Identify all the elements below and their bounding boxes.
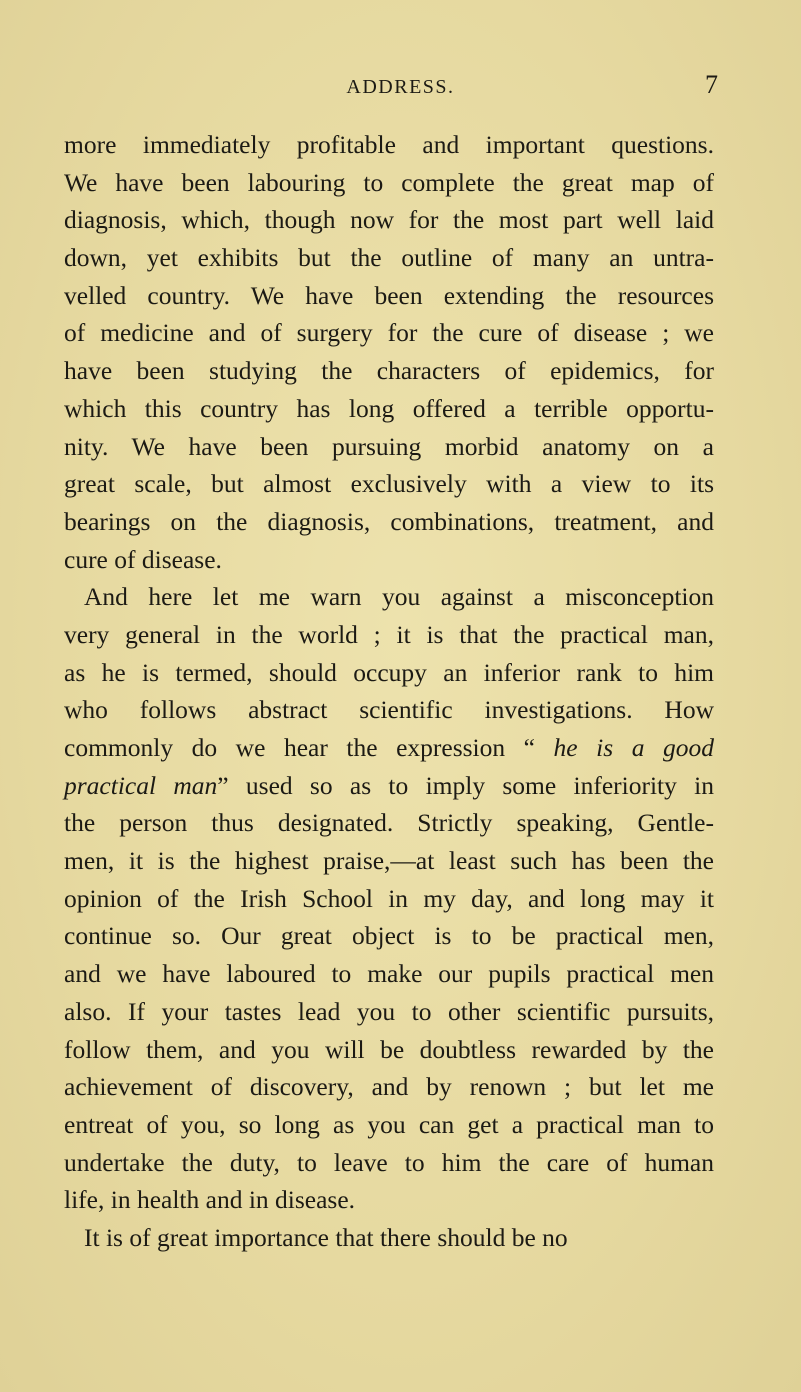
text-line: life, in health and in disease. [64, 1185, 356, 1215]
paragraph-start-line: It is of great importance that there should be no [84, 1222, 568, 1252]
text-line: bearings on the diagnosis, combinations, treatment, and [64, 506, 714, 536]
text-line: men, it is the highest praise,—at least such has been the [64, 846, 714, 876]
text-line: and we have laboured to make our pupils practical men [64, 959, 714, 989]
text-line: opinion of the Irish School in my day, and long may it [64, 883, 714, 913]
text-line: which this country has long offered a terrible opportu- [64, 393, 714, 423]
text-line: the person thus designated. Strictly speaking, Gentle- [64, 808, 714, 838]
text-line: diagnosis, which, though now for the most part well laid [64, 205, 714, 235]
running-head [0, 70, 801, 106]
text-line: cure of disease. [64, 544, 222, 574]
running-title: ADDRESS. [346, 76, 455, 98]
text-line: nity. We have been pursuing morbid anatomy on a [64, 431, 714, 461]
text-line: also. If your tastes lead you to other scientific pursuits, [64, 996, 714, 1026]
text-line-italic-quote-start: commonly do we hear the expression “ he is a good [64, 733, 715, 762]
text-line: continue so. Our great object is to be practical men, [64, 921, 714, 951]
text-line: as he is termed, should occupy an inferior rank to him [64, 657, 714, 687]
paragraph-start-line: And here let me warn you against a misconception [84, 582, 714, 612]
page-number: 7 [705, 70, 718, 99]
text-line: of medicine and of surgery for the cure of disease ; we [64, 318, 714, 348]
text-line: who follows abstract scientific investigations. How [64, 695, 714, 725]
text-line: more immediately profitable and important questions. [64, 130, 714, 159]
text-line: follow them, and you will be doubtless rewarded by the [64, 1034, 714, 1064]
text-line: undertake the duty, to leave to him the care of human [64, 1147, 714, 1177]
text-line: achievement of discovery, and by renown ; but let me [64, 1072, 714, 1102]
text-line: very general in the world ; it is that the practical man, [64, 619, 714, 649]
body-text [64, 126, 714, 1257]
text-line: down, yet exhibits but the outline of many an untra- [64, 243, 714, 273]
text-line: We have been labouring to complete the great map of [64, 167, 714, 197]
text-line: entreat of you, so long as you can get a practical man to [64, 1109, 714, 1139]
text-line: great scale, but almost exclusively with a view to its [64, 469, 714, 499]
text-line: have been studying the characters of epidemics, for [64, 356, 714, 386]
text-line-italic-quote-end: practical man” used so as to imply some inferiority in [64, 770, 714, 800]
text-line: velled country. We have been extending the resources [64, 280, 714, 310]
